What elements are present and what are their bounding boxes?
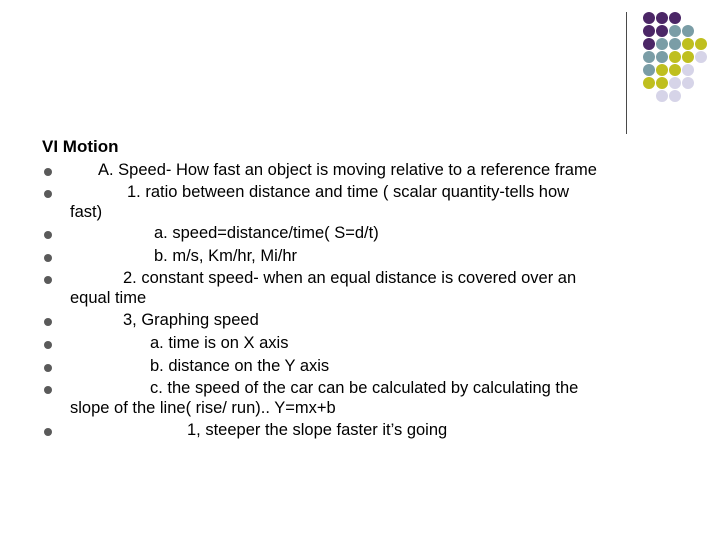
- bullet-text: c. the speed of the car can be calculated by calculating the: [150, 379, 579, 397]
- bullet-dot: [44, 276, 52, 284]
- bullet-dot: [44, 318, 52, 326]
- bullet-text: 2. constant speed- when an equal distance is covered over an: [123, 269, 577, 287]
- bullet-dot: [44, 341, 52, 349]
- bullet-dot: [44, 168, 52, 176]
- bullet-text-continuation: fast): [70, 203, 103, 221]
- bullet-text: b. m/s, Km/hr, Mi/hr: [154, 247, 298, 265]
- bullet-text: 1. ratio between distance and time ( scalar quantity-tells how: [127, 183, 570, 201]
- bullet-text: b. distance on the Y axis: [150, 357, 330, 375]
- slide-title: VI Motion: [42, 137, 119, 156]
- bullet-text-continuation: slope of the line( rise/ run).. Y=mx+b: [70, 399, 336, 417]
- bullet-text: a. speed=distance/time( S=d/t): [154, 224, 379, 242]
- bullet-text: A. Speed- How fast an object is moving relative to a reference frame: [98, 161, 597, 179]
- bullet-dot: [44, 428, 52, 436]
- bullet-text: a. time is on X axis: [150, 334, 289, 352]
- bullet-dot: [44, 231, 52, 239]
- bullet-dot: [44, 254, 52, 262]
- bullet-text-continuation: equal time: [70, 289, 147, 307]
- bullet-dot: [44, 364, 52, 372]
- bullet-dot: [44, 190, 52, 198]
- bullet-text: 1, steeper the slope faster it’s going: [187, 421, 448, 439]
- bullet-text: 3, Graphing speed: [123, 311, 259, 329]
- bullet-dot: [44, 386, 52, 394]
